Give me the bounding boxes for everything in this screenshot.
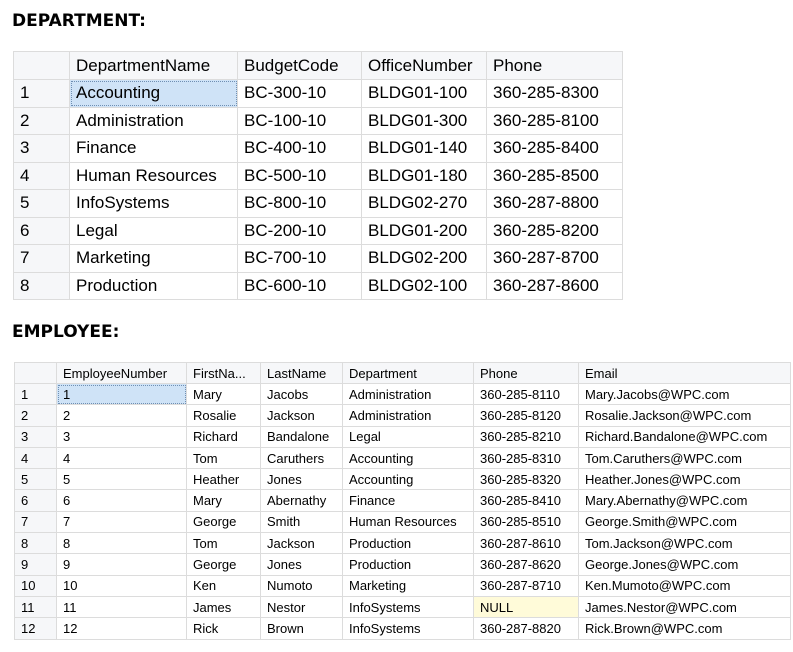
employee-cell-email[interactable]: George.Smith@WPC.com bbox=[579, 511, 791, 532]
department-table-row[interactable] bbox=[14, 80, 623, 108]
employee-cell-department[interactable]: Production bbox=[343, 554, 474, 575]
employee-table-row[interactable] bbox=[15, 554, 791, 575]
employee-cell-phone[interactable]: 360-285-8320 bbox=[474, 469, 579, 490]
department-cell-departmentname[interactable]: Production bbox=[70, 272, 238, 300]
employee-cell-lastname[interactable]: Numoto bbox=[261, 575, 343, 596]
employee-cell-email[interactable]: Mary.Abernathy@WPC.com bbox=[579, 490, 791, 511]
department-row-number[interactable]: 7 bbox=[14, 245, 70, 273]
department-cell-phone[interactable]: 360-285-8200 bbox=[487, 217, 623, 245]
employee-cell-phone[interactable]: 360-285-8510 bbox=[474, 511, 579, 532]
employee-column-header-rownum[interactable] bbox=[15, 363, 57, 384]
department-row-number[interactable]: 1 bbox=[14, 80, 70, 108]
employee-cell-firstna[interactable]: Heather bbox=[187, 469, 261, 490]
department-column-header-departmentname[interactable]: DepartmentName bbox=[70, 52, 238, 80]
employee-table-row[interactable] bbox=[15, 575, 791, 596]
department-cell-departmentname[interactable]: Administration bbox=[70, 107, 238, 135]
department-cell-departmentname[interactable]: InfoSystems bbox=[70, 190, 238, 218]
employee-cell-email[interactable]: Mary.Jacobs@WPC.com bbox=[579, 384, 791, 405]
employee-column-header-employeenumber[interactable]: EmployeeNumber bbox=[57, 363, 187, 384]
department-table-row[interactable] bbox=[14, 272, 623, 300]
employee-cell-department[interactable]: Administration bbox=[343, 405, 474, 426]
department-cell-phone[interactable]: 360-287-8600 bbox=[487, 272, 623, 300]
employee-cell-department[interactable]: InfoSystems bbox=[343, 596, 474, 617]
department-column-header-officenumber[interactable]: OfficeNumber bbox=[362, 52, 487, 80]
department-cell-officenumber[interactable]: BLDG01-200 bbox=[362, 217, 487, 245]
employee-cell-department[interactable]: Human Resources bbox=[343, 511, 474, 532]
department-cell-budgetcode[interactable]: BC-500-10 bbox=[238, 162, 362, 190]
employee-cell-firstna[interactable]: James bbox=[187, 596, 261, 617]
department-header-row bbox=[14, 52, 623, 80]
employee-cell-phone[interactable]: 360-287-8710 bbox=[474, 575, 579, 596]
department-table-row[interactable] bbox=[14, 162, 623, 190]
employee-cell-department[interactable]: Administration bbox=[343, 384, 474, 405]
employee-cell-phone[interactable]: 360-285-8210 bbox=[474, 426, 579, 447]
department-cell-officenumber[interactable]: BLDG01-180 bbox=[362, 162, 487, 190]
department-column-header-budgetcode[interactable]: BudgetCode bbox=[238, 52, 362, 80]
employee-table-row[interactable] bbox=[15, 447, 791, 468]
department-row-number[interactable]: 3 bbox=[14, 135, 70, 163]
department-cell-departmentname[interactable]: Human Resources bbox=[70, 162, 238, 190]
employee-row-number[interactable]: 5 bbox=[15, 469, 57, 490]
employee-table-row[interactable] bbox=[15, 490, 791, 511]
employee-cell-firstna[interactable]: Rick bbox=[187, 618, 261, 639]
department-column-header-phone[interactable]: Phone bbox=[487, 52, 623, 80]
department-cell-budgetcode[interactable]: BC-100-10 bbox=[238, 107, 362, 135]
department-table-row[interactable] bbox=[14, 245, 623, 273]
employee-cell-email[interactable]: Richard.Bandalone@WPC.com bbox=[579, 426, 791, 447]
employee-cell-phone[interactable]: 360-285-8120 bbox=[474, 405, 579, 426]
department-row-number[interactable]: 2 bbox=[14, 107, 70, 135]
employee-cell-email[interactable]: Heather.Jones@WPC.com bbox=[579, 469, 791, 490]
employee-cell-phone[interactable]: 360-287-8610 bbox=[474, 533, 579, 554]
employee-row-number[interactable]: 7 bbox=[15, 511, 57, 532]
employee-row-number[interactable]: 3 bbox=[15, 426, 57, 447]
employee-cell-lastname[interactable]: Jackson bbox=[261, 405, 343, 426]
employee-cell-employeenumber[interactable]: 12 bbox=[57, 618, 187, 639]
employee-cell-email[interactable]: Rosalie.Jackson@WPC.com bbox=[579, 405, 791, 426]
employee-cell-employeenumber[interactable]: 3 bbox=[57, 426, 187, 447]
department-cell-phone[interactable]: 360-285-8100 bbox=[487, 107, 623, 135]
employee-row-number[interactable]: 2 bbox=[15, 405, 57, 426]
department-cell-budgetcode[interactable]: BC-600-10 bbox=[238, 272, 362, 300]
employee-cell-employeenumber[interactable]: 10 bbox=[57, 575, 187, 596]
department-row-number[interactable]: 8 bbox=[14, 272, 70, 300]
employee-row-number[interactable]: 10 bbox=[15, 575, 57, 596]
employee-cell-employeenumber[interactable]: 5 bbox=[57, 469, 187, 490]
employee-cell-phone[interactable]: 360-287-8620 bbox=[474, 554, 579, 575]
employee-cell-phone[interactable]: 360-285-8410 bbox=[474, 490, 579, 511]
employee-cell-lastname[interactable]: Abernathy bbox=[261, 490, 343, 511]
employee-table-row[interactable] bbox=[15, 533, 791, 554]
department-row-number[interactable]: 5 bbox=[14, 190, 70, 218]
employee-results-grid[interactable] bbox=[14, 362, 791, 640]
employee-cell-email[interactable]: Ken.Mumoto@WPC.com bbox=[579, 575, 791, 596]
employee-cell-employeenumber[interactable]: 6 bbox=[57, 490, 187, 511]
employee-column-header-department[interactable]: Department bbox=[343, 363, 474, 384]
employee-section-title: EMPLOYEE: bbox=[12, 322, 120, 342]
department-cell-departmentname[interactable]: Finance bbox=[70, 135, 238, 163]
employee-table-row[interactable] bbox=[15, 469, 791, 490]
department-cell-officenumber[interactable]: BLDG02-100 bbox=[362, 272, 487, 300]
employee-cell-employeenumber[interactable]: 4 bbox=[57, 447, 187, 468]
employee-cell-firstna[interactable]: Mary bbox=[187, 384, 261, 405]
employee-cell-firstna[interactable]: George bbox=[187, 511, 261, 532]
employee-cell-lastname[interactable]: Jacobs bbox=[261, 384, 343, 405]
employee-column-header-email[interactable]: Email bbox=[579, 363, 791, 384]
employee-cell-firstna[interactable]: Tom bbox=[187, 447, 261, 468]
employee-row-number[interactable]: 6 bbox=[15, 490, 57, 511]
department-cell-officenumber[interactable]: BLDG01-140 bbox=[362, 135, 487, 163]
employee-column-header-lastname[interactable]: LastName bbox=[261, 363, 343, 384]
employee-row-number[interactable]: 11 bbox=[15, 596, 57, 617]
employee-table-row[interactable] bbox=[15, 511, 791, 532]
employee-cell-employeenumber[interactable]: 7 bbox=[57, 511, 187, 532]
employee-cell-firstna[interactable]: Tom bbox=[187, 533, 261, 554]
employee-cell-employeenumber[interactable]: 9 bbox=[57, 554, 187, 575]
department-cell-budgetcode[interactable]: BC-400-10 bbox=[238, 135, 362, 163]
department-cell-officenumber[interactable]: BLDG02-200 bbox=[362, 245, 487, 273]
department-cell-phone[interactable]: 360-287-8700 bbox=[487, 245, 623, 273]
employee-cell-lastname[interactable]: Caruthers bbox=[261, 447, 343, 468]
department-cell-phone[interactable]: 360-287-8800 bbox=[487, 190, 623, 218]
employee-cell-firstna[interactable]: Richard bbox=[187, 426, 261, 447]
employee-cell-lastname[interactable]: Jackson bbox=[261, 533, 343, 554]
department-table-row[interactable] bbox=[14, 190, 623, 218]
department-cell-budgetcode[interactable]: BC-700-10 bbox=[238, 245, 362, 273]
employee-cell-department[interactable]: Finance bbox=[343, 490, 474, 511]
department-table-row[interactable] bbox=[14, 135, 623, 163]
employee-cell-department[interactable]: Accounting bbox=[343, 469, 474, 490]
employee-row-number[interactable]: 12 bbox=[15, 618, 57, 639]
employee-cell-employeenumber[interactable]: 11 bbox=[57, 596, 187, 617]
employee-cell-lastname[interactable]: Nestor bbox=[261, 596, 343, 617]
employee-cell-email[interactable]: Tom.Caruthers@WPC.com bbox=[579, 447, 791, 468]
employee-cell-employeenumber[interactable]: 8 bbox=[57, 533, 187, 554]
employee-row-number[interactable]: 9 bbox=[15, 554, 57, 575]
department-cell-phone[interactable]: 360-285-8300 bbox=[487, 80, 623, 108]
employee-column-header-firstna[interactable]: FirstNa... bbox=[187, 363, 261, 384]
department-table-row[interactable] bbox=[14, 217, 623, 245]
employee-cell-email[interactable]: George.Jones@WPC.com bbox=[579, 554, 791, 575]
employee-cell-department[interactable]: Accounting bbox=[343, 447, 474, 468]
employee-row-number[interactable]: 4 bbox=[15, 447, 57, 468]
employee-cell-firstna[interactable]: Rosalie bbox=[187, 405, 261, 426]
department-cell-budgetcode[interactable]: BC-300-10 bbox=[238, 80, 362, 108]
employee-table-row[interactable] bbox=[15, 618, 791, 639]
employee-cell-lastname[interactable]: Jones bbox=[261, 554, 343, 575]
employee-column-header-phone[interactable]: Phone bbox=[474, 363, 579, 384]
department-cell-officenumber[interactable]: BLDG02-270 bbox=[362, 190, 487, 218]
department-cell-budgetcode[interactable]: BC-800-10 bbox=[238, 190, 362, 218]
employee-cell-lastname[interactable]: Smith bbox=[261, 511, 343, 532]
employee-cell-firstna[interactable]: George bbox=[187, 554, 261, 575]
department-cell-phone[interactable]: 360-285-8400 bbox=[487, 135, 623, 163]
employee-cell-email[interactable]: James.Nestor@WPC.com bbox=[579, 596, 791, 617]
employee-cell-department[interactable]: InfoSystems bbox=[343, 618, 474, 639]
employee-cell-lastname[interactable]: Brown bbox=[261, 618, 343, 639]
employee-cell-phone[interactable]: 360-287-8820 bbox=[474, 618, 579, 639]
employee-table-row[interactable] bbox=[15, 426, 791, 447]
department-section-title: DEPARTMENT: bbox=[12, 11, 146, 31]
employee-cell-employeenumber[interactable]: 1 bbox=[57, 384, 187, 405]
employee-cell-phone[interactable]: 360-285-8310 bbox=[474, 447, 579, 468]
employee-cell-phone[interactable]: NULL bbox=[474, 596, 579, 617]
employee-cell-firstna[interactable]: Mary bbox=[187, 490, 261, 511]
employee-cell-lastname[interactable]: Jones bbox=[261, 469, 343, 490]
employee-table-row[interactable] bbox=[15, 405, 791, 426]
employee-cell-email[interactable]: Tom.Jackson@WPC.com bbox=[579, 533, 791, 554]
employee-row-number[interactable]: 8 bbox=[15, 533, 57, 554]
department-cell-officenumber[interactable]: BLDG01-100 bbox=[362, 80, 487, 108]
employee-header-row bbox=[15, 363, 791, 384]
department-row-number[interactable]: 6 bbox=[14, 217, 70, 245]
department-cell-departmentname[interactable]: Legal bbox=[70, 217, 238, 245]
employee-cell-firstna[interactable]: Ken bbox=[187, 575, 261, 596]
department-cell-phone[interactable]: 360-285-8500 bbox=[487, 162, 623, 190]
employee-cell-department[interactable]: Legal bbox=[343, 426, 474, 447]
employee-cell-email[interactable]: Rick.Brown@WPC.com bbox=[579, 618, 791, 639]
department-cell-budgetcode[interactable]: BC-200-10 bbox=[238, 217, 362, 245]
department-table-row[interactable] bbox=[14, 107, 623, 135]
department-row-number[interactable]: 4 bbox=[14, 162, 70, 190]
employee-row-number[interactable]: 1 bbox=[15, 384, 57, 405]
department-results-grid[interactable] bbox=[13, 51, 623, 300]
employee-table-row[interactable] bbox=[15, 596, 791, 617]
department-column-header-rownum[interactable] bbox=[14, 52, 70, 80]
employee-cell-employeenumber[interactable]: 2 bbox=[57, 405, 187, 426]
employee-table-row[interactable] bbox=[15, 384, 791, 405]
employee-cell-department[interactable]: Production bbox=[343, 533, 474, 554]
department-cell-departmentname[interactable]: Accounting bbox=[70, 80, 238, 108]
employee-cell-phone[interactable]: 360-285-8110 bbox=[474, 384, 579, 405]
department-cell-departmentname[interactable]: Marketing bbox=[70, 245, 238, 273]
department-cell-officenumber[interactable]: BLDG01-300 bbox=[362, 107, 487, 135]
employee-cell-department[interactable]: Marketing bbox=[343, 575, 474, 596]
employee-cell-lastname[interactable]: Bandalone bbox=[261, 426, 343, 447]
